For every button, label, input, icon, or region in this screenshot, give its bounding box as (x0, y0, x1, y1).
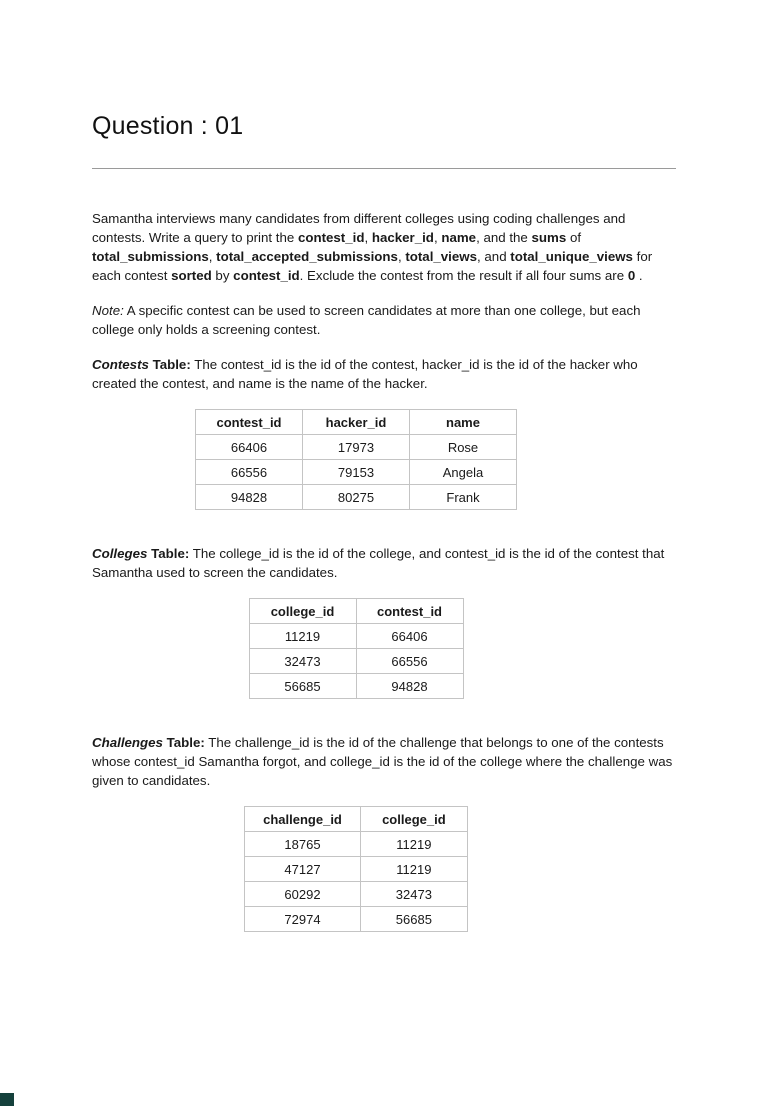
text-segment: . Exclude the contest from the result if all four sums are (299, 268, 628, 283)
table-row (245, 857, 468, 882)
text-segment: , (364, 230, 372, 245)
table-cell: 32473 (249, 649, 356, 674)
table-cell: 11219 (360, 832, 467, 857)
text-segment: , and the (476, 230, 532, 245)
table-header-row (245, 807, 468, 832)
text-segment: 0 (627, 268, 636, 283)
text-segment: hacker_id (371, 230, 434, 245)
table-header-cell: college_id (249, 599, 356, 624)
text-segment: Contests (92, 357, 149, 372)
challenges-table-description (92, 733, 676, 790)
text-segment: , and (477, 249, 511, 264)
title-divider (92, 168, 676, 169)
table-row (245, 832, 468, 857)
table-row (196, 485, 517, 510)
text-segment: Table: (148, 357, 191, 372)
table-row (249, 649, 463, 674)
text-segment: sums (531, 230, 567, 245)
text-segment: Note: (92, 303, 124, 318)
intro-paragraph (92, 209, 676, 285)
document-page (0, 112, 768, 932)
text-segment: The college_id is the id of the college, and contest_id is the id of the contest that Samantha used to screen the candidates. (92, 546, 665, 580)
text-segment: total_unique_views (510, 249, 633, 264)
text-segment: total_views (405, 249, 478, 264)
colleges-table-description (92, 544, 676, 582)
text-segment: Colleges (92, 546, 148, 561)
text-segment: , (433, 230, 442, 245)
text-segment: The contest_id is the id of the contest, hacker_id is the id of the hacker who created the contest, and name is the name of the hacker. (92, 357, 638, 391)
table-cell: 56685 (360, 907, 467, 932)
note-paragraph (92, 301, 676, 339)
table-header-cell: contest_id (356, 599, 463, 624)
table-cell: Rose (410, 435, 517, 460)
table-cell: 94828 (196, 485, 303, 510)
table-header-cell: name (410, 410, 517, 435)
table-header-cell: college_id (360, 807, 467, 832)
text-segment: , (397, 249, 406, 264)
text-segment: Table: (162, 735, 205, 750)
colleges-table (249, 598, 464, 699)
contests-table-description (92, 355, 676, 393)
text-segment: Table: (147, 546, 190, 561)
text-segment: total_submissions (92, 249, 209, 264)
table-cell: 32473 (360, 882, 467, 907)
table-cell: 11219 (249, 624, 356, 649)
challenges-table (244, 806, 468, 932)
table-cell: 11219 (360, 857, 467, 882)
table-cell: 79153 (303, 460, 410, 485)
table-header-row (196, 410, 517, 435)
text-segment: name (441, 230, 477, 245)
text-segment: Samantha interviews many candidates from different colleges using coding challenges and contests. Write a query to print the (92, 211, 626, 245)
table-header-cell: challenge_id (245, 807, 361, 832)
text-segment: , (208, 249, 217, 264)
table-cell: 66556 (356, 649, 463, 674)
table-cell: 66556 (196, 460, 303, 485)
table-cell: Angela (410, 460, 517, 485)
text-segment: for each contest (92, 249, 653, 283)
text-segment: The challenge_id is the id of the challenge that belongs to one of the contests whose contest_id Samantha forgot, and college_id is the id of the college where the challenge was given to candidates. (92, 735, 673, 788)
table-row (196, 435, 517, 460)
table-cell: 47127 (245, 857, 361, 882)
table-cell: 56685 (249, 674, 356, 699)
text-segment: total_accepted_submissions (216, 249, 398, 264)
text-segment: A specific contest can be used to screen candidates at more than one college, but each college only holds a screening contest. (92, 303, 641, 337)
text-segment: contest_id (233, 268, 300, 283)
table-row (249, 674, 463, 699)
table-cell: 66406 (356, 624, 463, 649)
table-cell: 94828 (356, 674, 463, 699)
table-cell: 17973 (303, 435, 410, 460)
text-segment: sorted (171, 268, 212, 283)
table-cell: 60292 (245, 882, 361, 907)
table-header-cell: hacker_id (303, 410, 410, 435)
table-cell: 66406 (196, 435, 303, 460)
page-title: Question : 01 (92, 112, 244, 140)
contests-table (195, 409, 517, 510)
table-row (196, 460, 517, 485)
table-row (245, 882, 468, 907)
table-cell: Frank (410, 485, 517, 510)
text-segment: of (566, 230, 582, 245)
corner-accent (0, 1093, 14, 1106)
table-header-cell: contest_id (196, 410, 303, 435)
text-segment: Challenges (92, 735, 163, 750)
text-segment: . (635, 268, 643, 283)
text-segment: by (211, 268, 234, 283)
table-cell: 80275 (303, 485, 410, 510)
table-cell: 18765 (245, 832, 361, 857)
table-row (249, 624, 463, 649)
table-header-row (249, 599, 463, 624)
table-cell: 72974 (245, 907, 361, 932)
text-segment: contest_id (297, 230, 365, 245)
table-row (245, 907, 468, 932)
